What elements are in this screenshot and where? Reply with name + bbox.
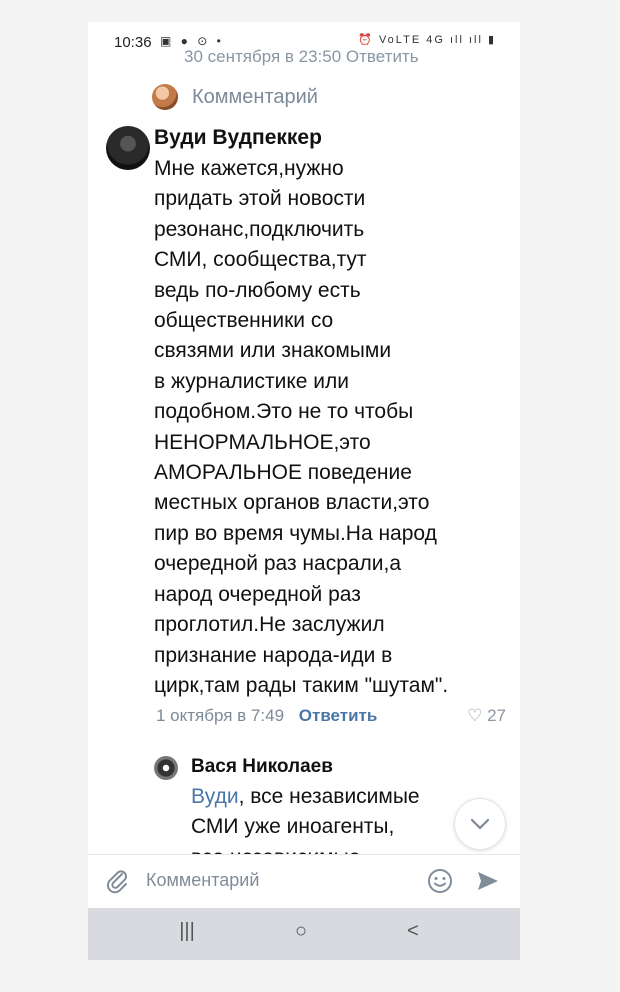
- system-icons: ⏰ VoLTE 4G ıll ıll ▮: [358, 34, 496, 46]
- reply-to-post-row[interactable]: [152, 82, 318, 112]
- phone-screen: [88, 22, 520, 960]
- comment-composer: [88, 854, 520, 909]
- comment-line: в журналистике или: [154, 369, 349, 393]
- reply-button[interactable]: Ответить: [298, 706, 378, 725]
- back-button[interactable]: <: [407, 920, 419, 942]
- like-button[interactable]: ♡ 27: [467, 706, 506, 725]
- reply-author[interactable]: Вася Николаев: [191, 756, 333, 777]
- comment-line: СМИ, сообщества,тут: [154, 248, 367, 272]
- reply-body: Вуди, все независимые СМИ уже иноагенты,: [191, 785, 420, 839]
- scroll-down-button[interactable]: [454, 798, 506, 850]
- chevron-down-icon: [470, 818, 490, 830]
- comment-body: [154, 154, 514, 701]
- comment-line: ведь по-любому есть: [154, 278, 361, 302]
- comment-line: НЕНОРМАЛЬНОЕ,это: [154, 430, 371, 454]
- recents-button[interactable]: |||: [179, 920, 195, 942]
- comment-input[interactable]: Комментарий: [146, 870, 260, 890]
- paperclip-icon[interactable]: [104, 867, 132, 895]
- comment-line: очередной раз насрали,а: [154, 552, 402, 576]
- emoji-icon[interactable]: [426, 867, 454, 895]
- mention-link[interactable]: Вуди: [191, 785, 239, 808]
- send-icon[interactable]: [474, 867, 502, 895]
- comment-line: местных органов власти,это: [154, 491, 430, 515]
- reply-prompt-label: Комментарий: [192, 85, 318, 108]
- comment-line: общественники со: [154, 309, 334, 333]
- cutoff-previous-meta: 30 сентября в 23:50 Ответить: [184, 47, 419, 66]
- comment-line: резонанс,подключить: [154, 217, 365, 241]
- comment-line: цирк,там рады таким "шутам".: [154, 673, 449, 697]
- home-button[interactable]: ○: [294, 920, 308, 942]
- notification-icons: ▣ ● ⊙ •: [160, 34, 224, 48]
- my-avatar: [152, 84, 178, 110]
- comment-line: подобном.Это не то чтобы: [154, 400, 414, 424]
- system-nav-bar: [88, 908, 520, 960]
- comment-meta: [156, 706, 506, 730]
- comment-line: Мне кажется,нужно: [154, 157, 344, 180]
- comment-line: придать этой новости: [154, 187, 366, 211]
- comment-line: связями или знакомыми: [154, 339, 392, 363]
- author-avatar[interactable]: [106, 126, 150, 170]
- reply-author-avatar[interactable]: [154, 756, 178, 780]
- comment-author[interactable]: Вуди Вудпеккер: [154, 126, 322, 149]
- comment-line: пир во время чумы.На народ: [154, 521, 437, 545]
- comment-line: признание народа-иди в: [154, 643, 393, 667]
- comment-line: народ очередной раз: [154, 582, 361, 606]
- status-time: 10:36: [114, 34, 152, 51]
- comment-line: АМОРАЛЬНОЕ поведение: [154, 461, 412, 485]
- comment-line: проглотил.Не заслужил: [154, 613, 385, 637]
- comment-date: 1 октября в 7:49: [156, 706, 285, 725]
